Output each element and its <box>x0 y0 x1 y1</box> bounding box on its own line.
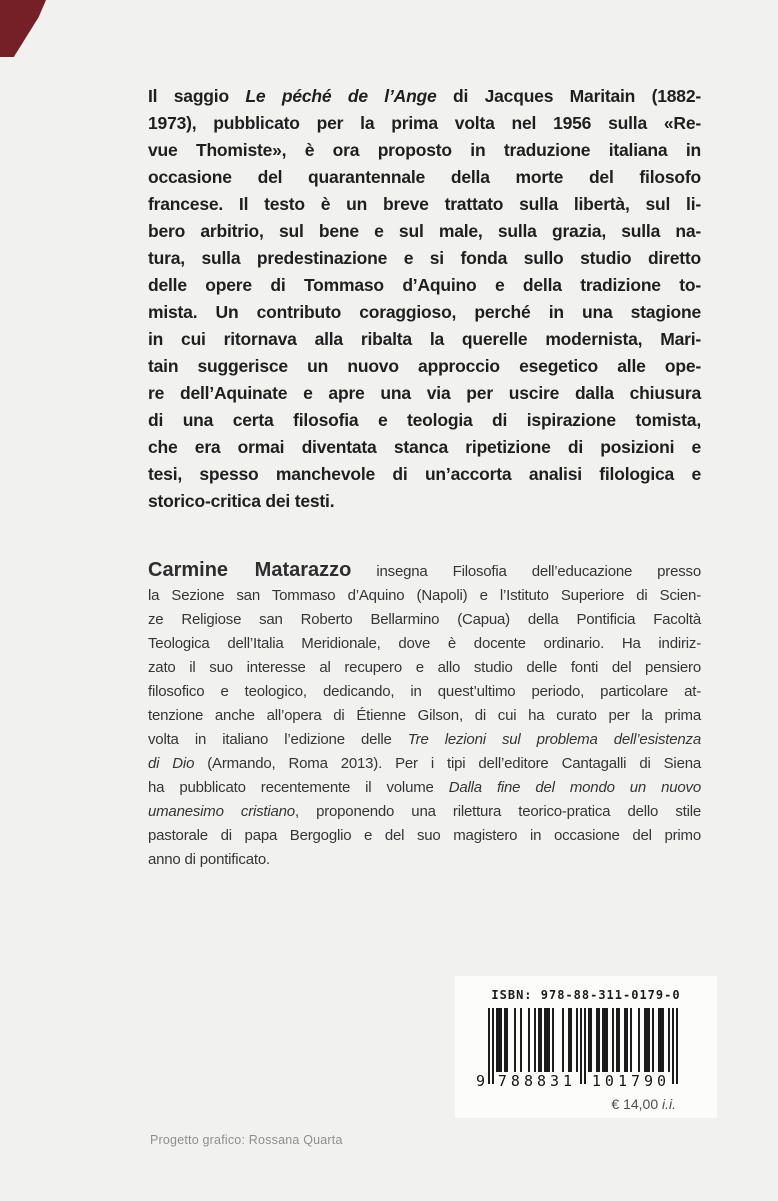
text-segment: che era ormai diventata stanca ripetizione di posizioni e <box>148 437 701 457</box>
text-line <box>148 728 701 752</box>
text-segment: Teologica dell’Italia Meridionale, dove è docente ordinario. Ha indiriz- <box>148 635 701 652</box>
italic-title: di Dio <box>148 755 195 772</box>
text-segment: tura, sulla predestinazione e si fonda sullo studio diretto <box>148 248 701 268</box>
italic-title: Tre lezioni sul problema dell’esistenza <box>407 731 701 748</box>
text-segment: anno di pontificato. <box>148 851 270 868</box>
text-line <box>148 137 701 164</box>
text-segment: mista. Un contributo coraggioso, perché in una stagione <box>148 302 701 322</box>
text-segment: filosofico e teologico, dedicando, in quest’ultimo periodo, particolare at- <box>148 683 701 700</box>
text-line <box>148 800 701 824</box>
text-segment: vue Thomiste», è ora proposto in traduzione italiana in <box>148 140 701 160</box>
price-suffix: i.i. <box>662 1096 676 1112</box>
italic-title: Le péché de l’Ange <box>245 86 437 106</box>
text-segment: di Jacques Maritain (1882- <box>436 86 701 106</box>
text-line <box>148 656 701 680</box>
author-bio-paragraph <box>148 558 701 872</box>
credits-label: Progetto grafico: Rossana Quarta <box>150 1133 343 1147</box>
text-segment: tain suggerisce un nuovo approccio esegetico alle ope- <box>148 356 701 376</box>
text-line <box>148 110 701 137</box>
text-line <box>148 245 701 272</box>
text-line <box>148 752 701 776</box>
barcode-digit-first: 9 <box>475 1072 485 1090</box>
text-line <box>148 608 701 632</box>
price-label <box>611 1096 676 1112</box>
text-line <box>148 704 701 728</box>
text-line <box>148 558 701 584</box>
text-segment: storico-critica dei testi. <box>148 491 335 511</box>
text-segment: insegna Filosofia dell’educazione presso <box>351 563 701 580</box>
text-line <box>148 407 701 434</box>
text-line <box>148 434 701 461</box>
text-line <box>148 326 701 353</box>
text-segment: la Sezione san Tommaso d’Aquino (Napoli) e l’Istituto Superiore di Scien- <box>148 587 701 604</box>
text-line <box>148 848 701 872</box>
text-segment: (Armando, Roma 2013). Per i tipi dell’editore Cantagalli di Siena <box>194 755 701 772</box>
text-line <box>148 353 701 380</box>
synopsis-paragraph <box>148 83 701 515</box>
text-line <box>148 218 701 245</box>
text-segment: 1973), pubblicato per la prima volta nel 1956 sulla «Re- <box>148 113 701 133</box>
text-line <box>148 776 701 800</box>
text-segment: volta in italiano l’edizione delle <box>148 731 408 748</box>
italic-title: Dalla fine del mondo un nuovo <box>448 779 701 796</box>
text-segment: francese. Il testo è un breve trattato sulla libertà, sul li- <box>148 194 701 214</box>
text-segment: pastorale di papa Bergoglio e del suo magistero in occasione del primo <box>148 827 701 844</box>
barcode-panel <box>455 976 717 1118</box>
text-line <box>148 272 701 299</box>
text-segment: delle opere di Tommaso d’Aquino e della tradizione to- <box>148 275 701 295</box>
text-line <box>148 824 701 848</box>
text-line <box>148 191 701 218</box>
text-segment: Il saggio <box>148 86 246 106</box>
price-amount: € 14,00 <box>611 1096 659 1112</box>
text-segment: zato il suo interesse al recupero e allo studio delle fonti del pensiero <box>148 659 701 676</box>
text-line <box>148 380 701 407</box>
text-segment: , proponendo una rilettura teorico-pratica dello stile <box>294 803 701 820</box>
text-segment: in cui ritornava alla ribalta la querelle modernista, Mari- <box>148 329 701 349</box>
text-segment: bero arbitrio, sul bene e sul male, sulla grazia, sulla na- <box>148 221 701 241</box>
text-line <box>148 164 701 191</box>
text-line <box>148 461 701 488</box>
text-segment: ha pubblicato recentemente il volume <box>148 779 449 796</box>
text-segment: occasione del quarantennale della morte del filosofo <box>148 167 701 187</box>
text-line <box>148 299 701 326</box>
text-segment: ze Religiose san Roberto Bellarmino (Capua) della Pontificia Facoltà <box>148 611 701 628</box>
text-line <box>148 680 701 704</box>
text-line <box>148 584 701 608</box>
text-line <box>148 83 701 110</box>
text-segment: di una certa filosofia e teologia di ispirazione tomista, <box>148 410 701 430</box>
text-segment: re dell’Aquinate e apre una via per uscire dalla chiusura <box>148 383 701 403</box>
barcode-digits-left: 788831 <box>497 1072 577 1090</box>
author-name: Carmine Matarazzo <box>148 559 352 581</box>
text-segment: tesi, spesso manchevole di un’accorta analisi filologica e <box>148 464 701 484</box>
text-line <box>148 632 701 656</box>
isbn-label: ISBN: 978-88-311-0179-0 <box>491 988 681 1002</box>
text-segment: tenzione anche all’opera di Étienne Gilson, di cui ha curato per la prima <box>148 707 701 724</box>
barcode-digits-right: 101790 <box>591 1072 671 1090</box>
cover-corner-accent <box>0 0 46 57</box>
text-line <box>148 488 701 515</box>
italic-title: umanesimo cristiano <box>148 803 295 820</box>
